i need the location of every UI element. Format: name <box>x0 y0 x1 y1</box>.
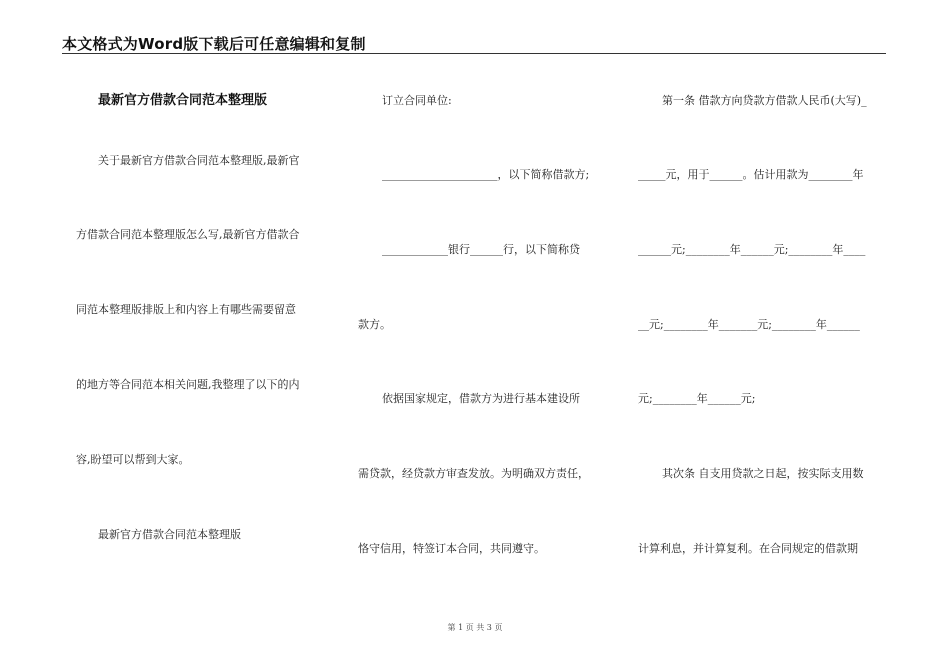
text-line: 依据国家规定，借款方为进行基本建设所 <box>382 392 580 405</box>
document-title: 最新官方借款合同范本整理版 <box>98 93 268 108</box>
text-line: ____________银行______行，以下简称贷 <box>382 243 580 256</box>
text-line: 同范本整理版排版上和内容上有哪些需要留意 <box>76 303 296 316</box>
text-line: 方借款合同范本整理版怎么写,最新官方借款合 <box>76 228 300 241</box>
text-line: 款方。 <box>358 318 391 331</box>
text-line: 最新官方借款合同范本整理版 <box>98 528 241 541</box>
text-line: 恪守信用，特签订本合同，共同遵守。 <box>358 542 545 555</box>
text-line: __元;________年_______元;________年______ <box>638 318 860 331</box>
text-line: _____________________，以下简称借款方; <box>382 168 590 181</box>
text-line: 的地方等合同范本相关问题,我整理了以下的内 <box>76 378 300 391</box>
text-line: _____元，用于______。估计用款为________年 <box>638 168 864 181</box>
text-line: 元;________年______元; <box>638 392 756 405</box>
text-line: 计算利息，并计算复利。在合同规定的借款期 <box>638 542 858 555</box>
text-line: 第一条 借款方向贷款方借款人民币(大写)_ <box>662 94 867 107</box>
document-banner: 本文格式为Word版下载后可任意编辑和复制 <box>62 35 366 53</box>
text-line: 订立合同单位: <box>382 94 452 107</box>
text-line: 容,盼望可以帮到大家。 <box>76 453 190 466</box>
text-line: 其次条 自支用贷款之日起，按实际支用数 <box>662 467 864 480</box>
text-line: ______元;________年______元;________年____ <box>638 243 866 256</box>
page-number: 第 1 页 共 3 页 <box>447 623 503 632</box>
text-line: 关于最新官方借款合同范本整理版,最新官 <box>98 154 300 167</box>
banner-divider <box>62 53 886 54</box>
text-line: 需贷款，经贷款方审查发放。为明确双方责任， <box>358 467 589 480</box>
